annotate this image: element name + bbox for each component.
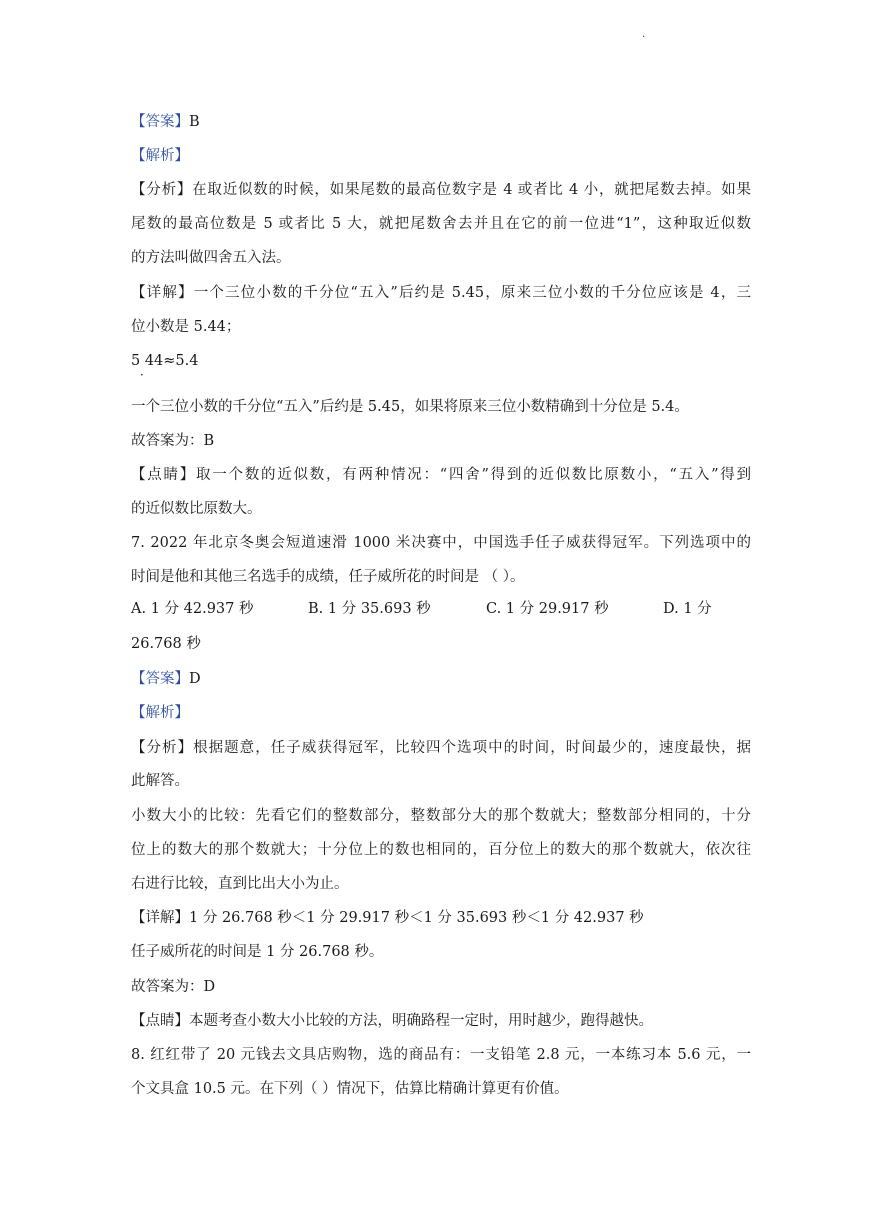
q7-answer-value: D [189, 671, 201, 687]
q6-answer-tag: 【答案】 [131, 114, 189, 130]
q7-compare-line-2: 位上的数大的那个数就大；十分位上的数也相同的，百分位上的数大的那个数就大，依次往 [131, 842, 751, 858]
q7-xiangjie-text-1: 1 分 26.768 秒＜1 分 29.917 秒＜1 分 35.693 秒＜1 分 42.937 秒 [189, 910, 644, 926]
q7-analysis-tag: 【解析】 [131, 705, 189, 721]
header-mark: · [642, 32, 646, 43]
q7-option-d-continued: 26.768 秒 [131, 636, 201, 652]
q7-dianjing-text-1: 本题考查小数大小比较的方法，明确路程一定时，用时越少，跑得越快。 [189, 1013, 653, 1029]
q7-final-answer: 故答案为：D [131, 979, 216, 995]
q7-answer-tag: 【答案】 [131, 671, 189, 687]
q7-analysis-line [131, 703, 751, 723]
q7-xiangjie-tag: 【详解】 [131, 910, 189, 926]
q7-option-a: A. 1 分 42.937 秒 [131, 601, 254, 617]
q6-xiangjie-text-1: 一个三位小数的千分位“五入”后约是 5.45，原来三位小数的千分位应该是 4，三 [193, 285, 751, 301]
q6-answer-line [131, 112, 751, 132]
q6-approx-dot: · [140, 368, 144, 382]
q7-compare-line-1: 小数大小的比较：先看它们的整数部分，整数部分大的那个数就大；整数部分相同的，十分 [131, 808, 751, 824]
q7-fenxi-line-2: 此解答。 [131, 773, 189, 789]
q7-compare-line-3: 右进行比较，直到比出大小为止。 [131, 876, 349, 892]
q6-fenxi-line-2: 尾数的最高位数是 5 或者比 5 大，就把尾数舍去并且在它的前一位进“1”，这种取近似数 [131, 216, 751, 232]
q7-option-d: D. 1 分 [663, 601, 712, 617]
q6-final-answer: 故答案为：B [131, 433, 215, 449]
q7-fenxi-line-1 [131, 738, 751, 758]
q7-result-line: 任子威所花的时间是 1 分 26.768 秒。 [131, 944, 384, 960]
q7-xiangjie-line-1 [131, 908, 751, 928]
q7-option-b: B. 1 分 35.693 秒 [308, 601, 431, 617]
q6-approx-line: 5 44≈5.4 [131, 353, 199, 369]
q7-question-line-2: 时间是他和其他三名选手的成绩，任子威所花的时间是 （ ）。 [131, 569, 525, 585]
q7-fenxi-text-1: 根据题意，任子威获得冠军，比较四个选项中的时间，时间最少的，速度最快，据 [193, 740, 752, 756]
q6-xiangjie-tag: 【详解】 [131, 285, 194, 301]
q6-xiangjie-line-1 [131, 283, 751, 303]
q6-answer-value: B [189, 114, 200, 130]
q6-analysis-tag: 【解析】 [131, 148, 189, 164]
q8-question-line-1: 8. 红红带了 20 元钱去文具店购物，选的商品有：一支铅笔 2.8 元，一本练习本 5.6 元，一 [131, 1047, 751, 1063]
q6-xiangjie-line-2: 位小数是 5.44； [131, 319, 241, 335]
q6-fenxi-text-1: 在取近似数的时候，如果尾数的最高位数字是 4 或者比 4 小，就把尾数去掉。如果 [192, 182, 752, 198]
q6-fenxi-line-3: 的方法叫做四舍五入法。 [131, 250, 291, 266]
q6-dianjing-line-2: 的近似数比原数大。 [131, 501, 262, 517]
q6-dianjing-text-1: 取一个数的近似数，有两种情况：“四舍”得到的近似数比原数小，“五入”得到 [196, 467, 751, 483]
q7-question-line-1: 7. 2022 年北京冬奥会短道速滑 1000 米决赛中，中国选手任子威获得冠军。下列选项中的 [131, 535, 751, 551]
q7-answer-line [131, 669, 751, 689]
q7-dianjing-line-1 [131, 1011, 751, 1031]
q6-analysis-line [131, 146, 751, 166]
q6-dianjing-line-1 [131, 465, 751, 485]
q7-option-c: C. 1 分 29.917 秒 [486, 601, 609, 617]
q7-dianjing-tag: 【点睛】 [131, 1013, 189, 1029]
q6-conclusion: 一个三位小数的千分位“五入”后约是 5.45，如果将原来三位小数精确到十分位是 5.4。 [131, 399, 689, 415]
q7-fenxi-tag: 【分析】 [131, 740, 194, 756]
q8-question-line-2: 个文具盒 10.5 元。在下列（ ）情况下，估算比精确计算更有价值。 [131, 1081, 569, 1097]
q6-dianjing-tag: 【点睛】 [131, 467, 197, 483]
q6-fenxi-tag: 【分析】 [131, 182, 193, 198]
q6-fenxi-line-1 [131, 180, 751, 200]
